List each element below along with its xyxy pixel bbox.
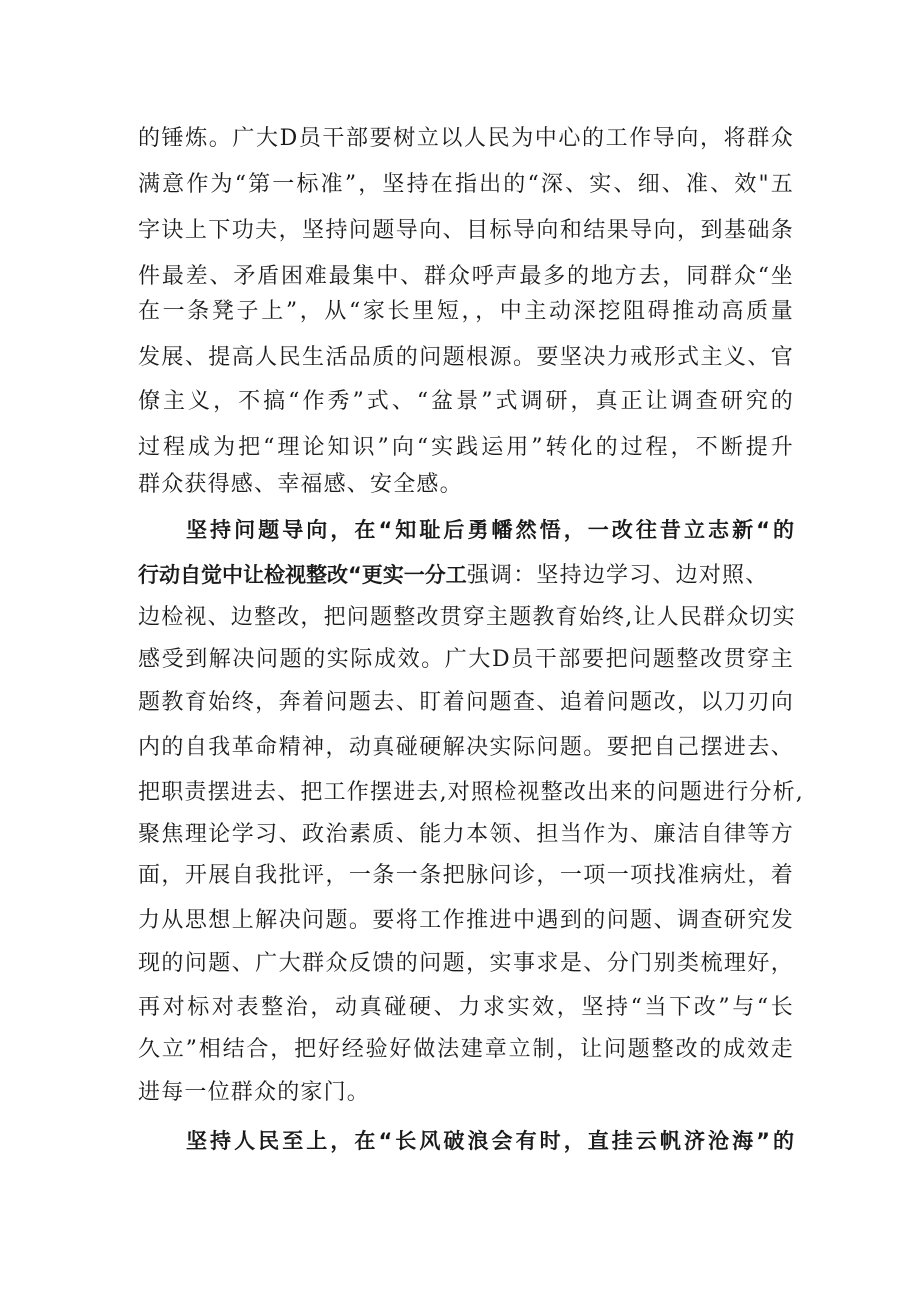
text-line: 字诀上下功夫，坚持问题导向、目标导向和结果导向，到基础条 — [138, 218, 794, 243]
text-line: 把职责摆进去、把工作摆进去,对照检视整改出来的问题进行分析, — [138, 780, 804, 805]
text-line: 力从思想上解决问题。要将工作推进中遇到的问题、调查研究发 — [138, 908, 794, 933]
text-line: 现的问题、广大群众反馈的问题，实事求是、分门别类梳理好， — [138, 951, 794, 976]
text-line: 过程成为把“理论知识”向“实践运用”转化的过程，不断提升 — [138, 435, 794, 460]
text-line: 的锤炼。广大D员干部要树立以人民为中心的工作导向，将群众 — [138, 126, 794, 151]
text-line: 件最差、矛盾困难最集中、群众呼声最多的地方去，同群众“坐 — [138, 264, 794, 289]
text-line: 进每一位群众的家门。 — [138, 1080, 371, 1105]
section-heading-line: 坚持人民至上，在“长风破浪会有时，直挂云帆济沧海”的 — [186, 1129, 794, 1153]
text-line: 内的自我革命精神，动真碰硬解决实际问题。要把自己摆进去、 — [138, 735, 794, 760]
text-span: 强调：坚持边学习、边对照、 — [466, 563, 769, 588]
section-heading-continuation: 行动自觉中让检视整改“更实一分工 — [138, 563, 467, 587]
text-line: 边检视、边整改，把问题整改贯穿主题教育始终,让人民群众切实 — [138, 605, 796, 630]
text-line: 在一条凳子上”，从“家长里短，，中主动深挖阻碍推动高质量 — [138, 299, 794, 324]
text-line: 久立”相结合，把好经验好做法建章立制，让问题整改的成效走 — [138, 1037, 794, 1062]
text-line: 僚主义，不搞“作秀”式、“盆景”式调研，真正让调查研究的 — [138, 389, 794, 414]
text-line: 面，开展自我批评，一条一条把脉问诊，一项一项找准病灶，着 — [138, 863, 794, 888]
text-line: 满意作为“第一标准”，坚持在指出的“深、实、细、准、效"五 — [138, 172, 794, 197]
mixed-line — [138, 560, 794, 591]
text-line: 感受到解决问题的实际成效。广大D员干部要把问题整改贯穿主 — [138, 647, 794, 672]
section-heading-line: 坚持问题导向，在“知耻后勇幡然悟，一改往昔立志新“的 — [186, 518, 794, 542]
text-line: 再对标对表整治，动真碰硬、力求实效，坚持“当下改”与“长 — [138, 995, 794, 1020]
text-line: 聚焦理论学习、政治素质、能力本领、担当作为、廉洁自律等方 — [138, 822, 794, 847]
text-line: 发展、提高人民生活品质的问题根源。要坚决力戒形式主义、官 — [138, 345, 794, 370]
text-line: 题教育始终，奔着问题去、盯着问题查、追着问题改，以刀刃向 — [138, 690, 794, 715]
text-line: 群众获得感、幸福感、安全感。 — [138, 472, 463, 497]
